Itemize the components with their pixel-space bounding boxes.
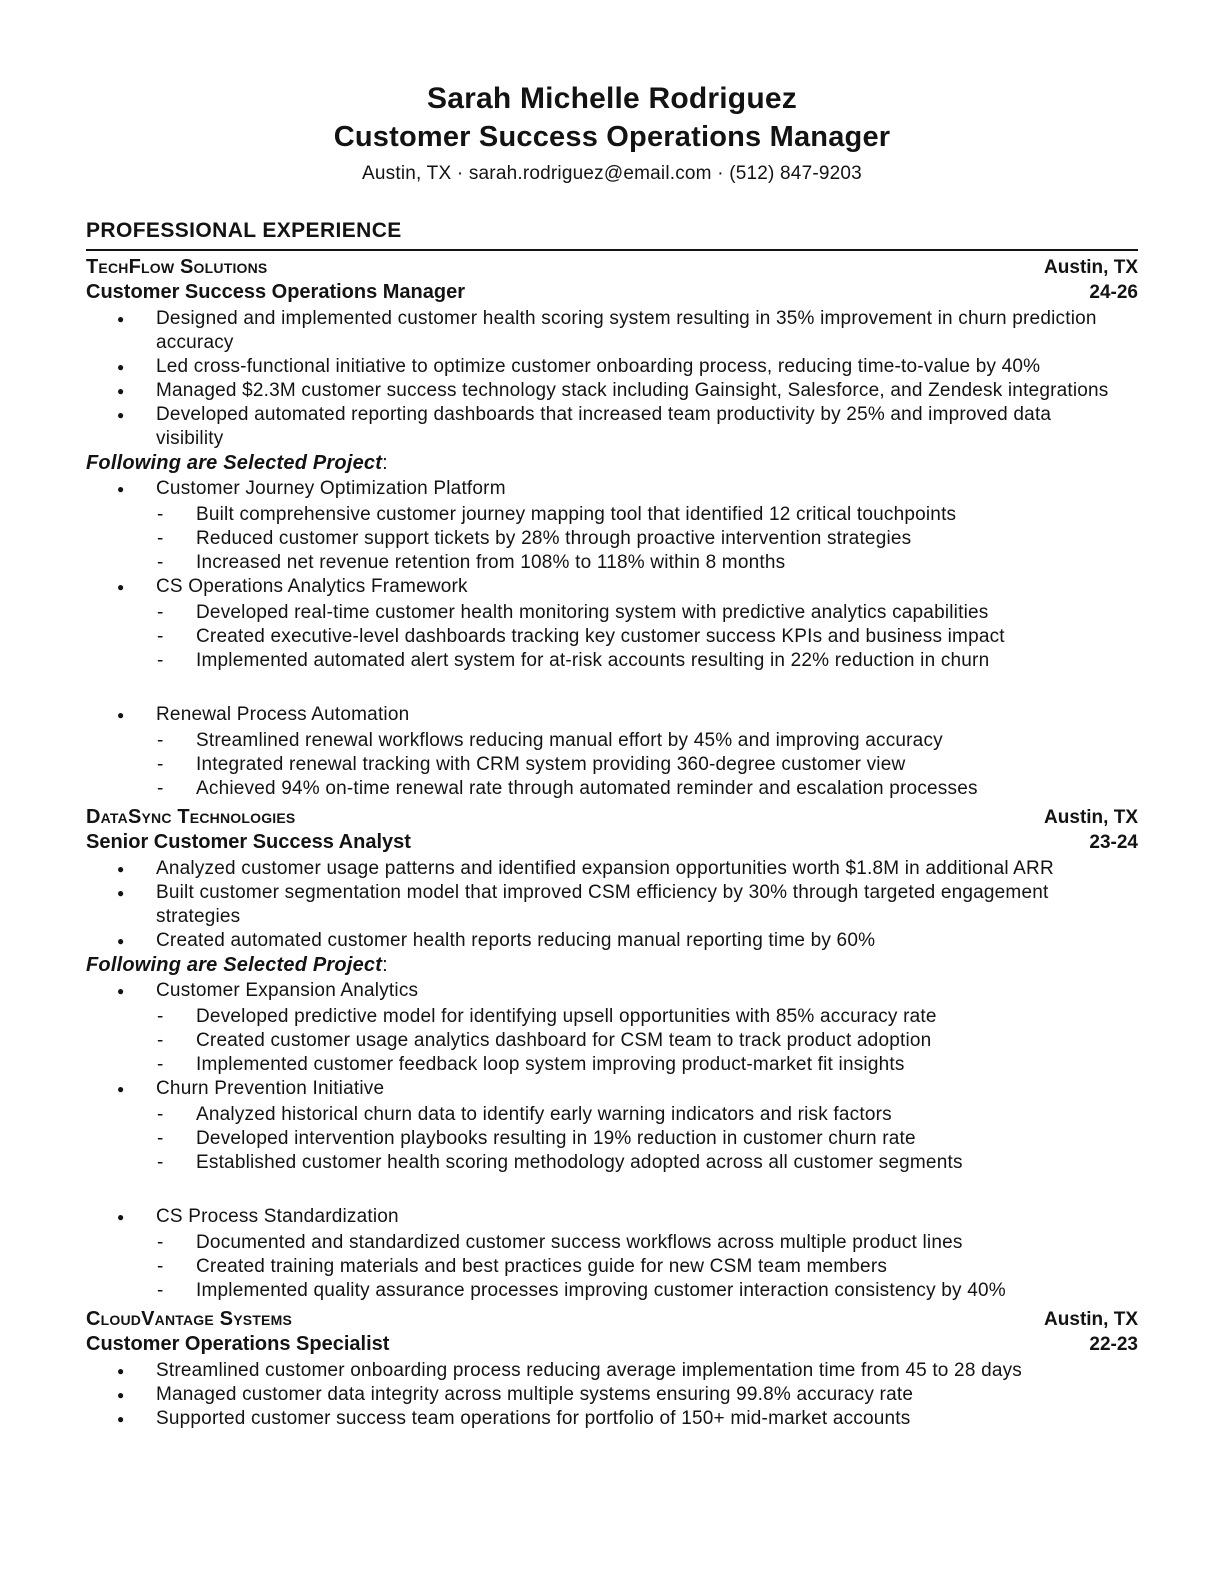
selected-projects-label-text: Following are Selected Project	[86, 452, 383, 474]
job-entry	[86, 805, 1138, 1303]
project-sub-item	[86, 1029, 1138, 1053]
role-row	[86, 280, 1138, 305]
bullet-text: Built customer segmentation model that improved CSM efficiency by 30% through targeted engagement strategies	[156, 882, 1049, 927]
project-sub-list	[86, 1231, 1138, 1303]
project-sub-text: Developed predictive model for identifying upsell opportunities with 85% accuracy rate	[196, 1006, 937, 1027]
project-item	[86, 703, 1138, 801]
dash-marker-icon: -	[157, 602, 164, 623]
bullet-item	[86, 355, 1138, 379]
dash-marker-icon: -	[157, 552, 164, 573]
project-sub-text: Developed real-time customer health monitoring system with predictive analytics capabilities	[196, 602, 989, 623]
project-sub-text: Streamlined renewal workflows reducing manual effort by 45% and improving accuracy	[196, 730, 943, 751]
bullet-marker-icon: ●	[117, 1364, 125, 1378]
project-sub-item	[86, 777, 1138, 801]
selected-projects-label	[86, 451, 1138, 475]
project-sub-list	[86, 729, 1138, 801]
project-sub-item	[86, 649, 1138, 673]
bullet-item	[86, 1383, 1138, 1407]
project-sub-item	[86, 1103, 1138, 1127]
bullet-text: Supported customer success team operations for portfolio of 150+ mid-market accounts	[156, 1408, 911, 1429]
project-sub-text: Reduced customer support tickets by 28% through proactive intervention strategies	[196, 528, 912, 549]
project-sub-item	[86, 527, 1138, 551]
person-headline: Customer Success Operations Manager	[333, 121, 891, 153]
project-sub-list	[86, 1103, 1138, 1175]
bullet-marker-icon: ●	[117, 408, 125, 422]
job-bullet-list	[86, 857, 1138, 953]
project-sub-item	[86, 1255, 1138, 1279]
jobs-list	[86, 255, 1138, 1431]
bullet-marker-icon: ●	[117, 934, 125, 948]
project-sub-text: Created training materials and best practices guide for new CSM team members	[196, 1256, 888, 1277]
dash-marker-icon: -	[157, 1256, 164, 1277]
bullet-marker-icon: ●	[117, 862, 125, 876]
project-name: CS Operations Analytics Framework	[156, 576, 468, 597]
bullet-marker-icon: ●	[117, 360, 125, 374]
selected-projects-label	[86, 953, 1138, 977]
dash-marker-icon: -	[157, 754, 164, 775]
project-sub-list	[86, 503, 1138, 575]
project-name: Customer Journey Optimization Platform	[156, 478, 506, 499]
bullet-marker-icon: ●	[117, 708, 125, 722]
project-name-row	[86, 575, 1138, 599]
bullet-marker-icon: ●	[117, 1412, 125, 1426]
project-name-row	[86, 703, 1138, 727]
section-title-professional-experience: PROFESSIONAL EXPERIENCE	[86, 218, 1138, 251]
project-item	[86, 477, 1138, 575]
project-name: CS Process Standardization	[156, 1206, 399, 1227]
project-sub-text: Documented and standardized customer success workflows across multiple product lines	[196, 1232, 963, 1253]
bullet-marker-icon: ●	[117, 482, 125, 496]
company-name: TechFlow Solutions	[86, 256, 268, 278]
project-name-row	[86, 1077, 1138, 1101]
job-dates: 24-26	[1089, 282, 1138, 303]
bullet-text: Managed customer data integrity across multiple systems ensuring 99.8% accuracy rate	[156, 1384, 914, 1405]
bullet-item	[86, 1407, 1138, 1431]
dash-marker-icon: -	[157, 528, 164, 549]
project-item	[86, 1077, 1138, 1175]
project-sub-text: Created executive-level dashboards tracking key customer success KPIs and business impact	[196, 626, 1005, 647]
project-name: Churn Prevention Initiative	[156, 1078, 385, 1099]
bullet-item	[86, 881, 1138, 929]
project-sub-text: Developed intervention playbooks resulting in 19% reduction in customer churn rate	[196, 1128, 916, 1149]
company-row	[86, 805, 1138, 830]
project-item	[86, 1205, 1138, 1303]
project-sub-list	[86, 1005, 1138, 1077]
bullet-text: Led cross-functional initiative to optimize customer onboarding process, reducing time-to-value by 40%	[156, 356, 1041, 377]
project-sub-text: Implemented automated alert system for at-risk accounts resulting in 22% reduction in churn	[196, 650, 990, 671]
project-sub-item	[86, 503, 1138, 527]
dash-marker-icon: -	[157, 730, 164, 751]
job-entry	[86, 1307, 1138, 1431]
project-sub-item	[86, 1005, 1138, 1029]
project-item	[86, 575, 1138, 673]
project-sub-text: Established customer health scoring methodology adopted across all customer segments	[196, 1152, 963, 1173]
project-sub-item	[86, 753, 1138, 777]
dash-marker-icon: -	[157, 1054, 164, 1075]
bullet-item	[86, 929, 1138, 953]
company-location: Austin, TX	[1044, 1309, 1138, 1330]
bullet-text: Created automated customer health reports reducing manual reporting time by 60%	[156, 930, 876, 951]
selected-projects-label-text: Following are Selected Project	[86, 954, 383, 976]
dash-marker-icon: -	[157, 778, 164, 799]
dash-marker-icon: -	[157, 504, 164, 525]
project-sub-text: Achieved 94% on-time renewal rate through automated reminder and escalation processes	[196, 778, 978, 799]
dash-marker-icon: -	[157, 1006, 164, 1027]
dash-marker-icon: -	[157, 1104, 164, 1125]
bullet-marker-icon: ●	[117, 384, 125, 398]
bullet-marker-icon: ●	[117, 984, 125, 998]
project-sub-item	[86, 625, 1138, 649]
project-sub-text: Built comprehensive customer journey mapping tool that identified 12 critical touchpoints	[196, 504, 957, 525]
job-entry	[86, 255, 1138, 801]
company-name: CloudVantage Systems	[86, 1308, 292, 1330]
project-sub-text: Integrated renewal tracking with CRM system providing 360-degree customer view	[196, 754, 906, 775]
bullet-marker-icon: ●	[117, 580, 125, 594]
job-bullet-list	[86, 1359, 1138, 1431]
company-row	[86, 255, 1138, 280]
dash-marker-icon: -	[157, 1030, 164, 1051]
project-sub-text: Analyzed historical churn data to identify early warning indicators and risk factors	[196, 1104, 892, 1125]
selected-projects-colon: :	[382, 452, 388, 474]
company-name: DataSync Technologies	[86, 806, 296, 828]
project-sub-item	[86, 1279, 1138, 1303]
bullet-text: Streamlined customer onboarding process reducing average implementation time from 45 to 28 days	[156, 1360, 1023, 1381]
contact-line: Austin, TX · sarah.rodriguez@email.com · (512) 847-9203	[362, 163, 862, 184]
bullet-marker-icon: ●	[117, 1082, 125, 1096]
project-sub-item	[86, 551, 1138, 575]
bullet-item	[86, 1359, 1138, 1383]
bullet-item	[86, 857, 1138, 881]
role-row	[86, 1332, 1138, 1357]
bullet-item	[86, 403, 1138, 451]
project-sub-list	[86, 601, 1138, 673]
project-sub-item	[86, 1127, 1138, 1151]
bullet-text: Designed and implemented customer health scoring system resulting in 35% improvement in churn prediction accuracy	[156, 308, 1097, 353]
job-title: Customer Operations Specialist	[86, 1333, 390, 1355]
dash-marker-icon: -	[157, 626, 164, 647]
project-sub-item	[86, 729, 1138, 753]
project-sub-text: Implemented quality assurance processes improving customer interaction consistency by 40%	[196, 1280, 1006, 1301]
bullet-text: Developed automated reporting dashboards that increased team productivity by 25% and improved data visibility	[156, 404, 1052, 449]
project-name: Customer Expansion Analytics	[156, 980, 419, 1001]
person-name: Sarah Michelle Rodriguez	[427, 82, 797, 115]
project-sub-item	[86, 1151, 1138, 1175]
company-location: Austin, TX	[1044, 807, 1138, 828]
dash-marker-icon: -	[157, 1152, 164, 1173]
project-name-row	[86, 979, 1138, 1003]
dash-marker-icon: -	[157, 1232, 164, 1253]
bullet-item	[86, 307, 1138, 355]
job-dates: 22-23	[1089, 1334, 1138, 1355]
project-sub-text: Increased net revenue retention from 108% to 118% within 8 months	[196, 552, 786, 573]
bullet-marker-icon: ●	[117, 1388, 125, 1402]
project-sub-text: Implemented customer feedback loop system improving product-market fit insights	[196, 1054, 905, 1075]
bullet-text: Analyzed customer usage patterns and identified expansion opportunities worth $1.8M in additional ARR	[156, 858, 1054, 879]
job-bullet-list	[86, 307, 1138, 451]
company-row	[86, 1307, 1138, 1332]
bullet-text: Managed $2.3M customer success technology stack including Gainsight, Salesforce, and Zendesk integrations	[156, 380, 1109, 401]
bullet-marker-icon: ●	[117, 886, 125, 900]
project-sub-text: Created customer usage analytics dashboard for CSM team to track product adoption	[196, 1030, 932, 1051]
dash-marker-icon: -	[157, 1128, 164, 1149]
role-row	[86, 830, 1138, 855]
job-dates: 23-24	[1089, 832, 1138, 853]
project-sub-item	[86, 601, 1138, 625]
job-title: Customer Success Operations Manager	[86, 281, 466, 303]
selected-projects-colon: :	[382, 954, 388, 976]
project-name: Renewal Process Automation	[156, 704, 410, 725]
job-title: Senior Customer Success Analyst	[86, 831, 411, 853]
project-sub-item	[86, 1231, 1138, 1255]
dash-marker-icon: -	[157, 1280, 164, 1301]
bullet-marker-icon: ●	[117, 312, 125, 326]
dash-marker-icon: -	[157, 650, 164, 671]
project-name-row	[86, 477, 1138, 501]
project-list	[86, 979, 1138, 1303]
bullet-marker-icon: ●	[117, 1210, 125, 1224]
project-item	[86, 979, 1138, 1077]
project-list	[86, 477, 1138, 801]
company-location: Austin, TX	[1044, 257, 1138, 278]
bullet-item	[86, 379, 1138, 403]
project-sub-item	[86, 1053, 1138, 1077]
project-name-row	[86, 1205, 1138, 1229]
